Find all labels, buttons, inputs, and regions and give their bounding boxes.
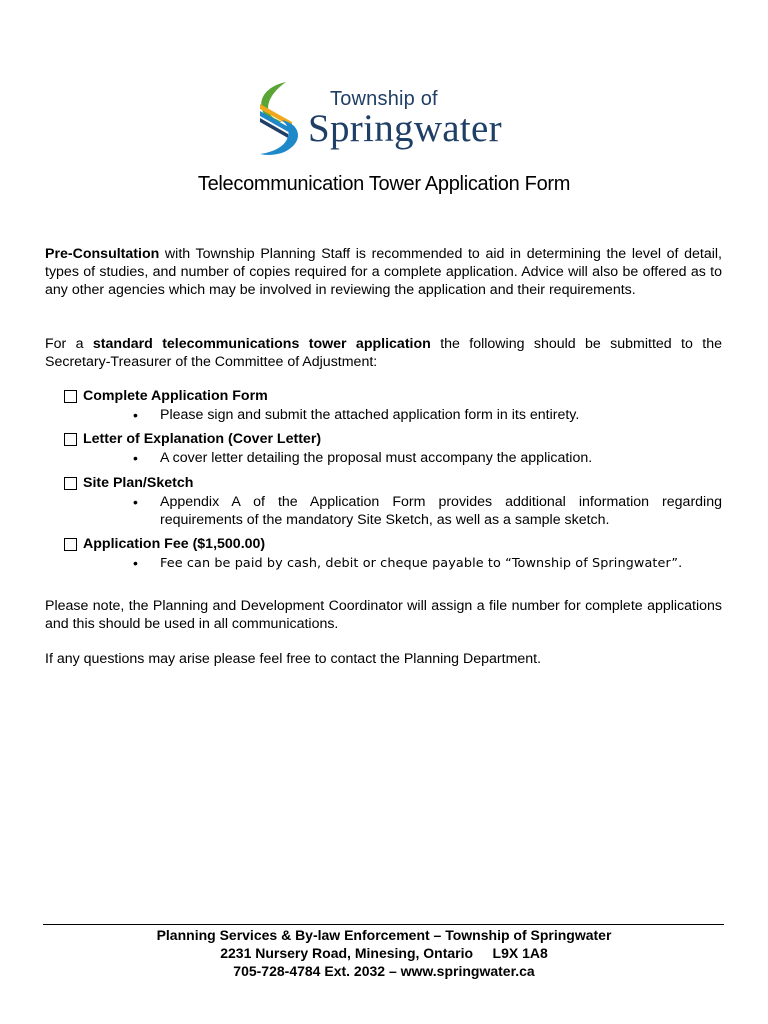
- checklist-item: [64, 474, 724, 529]
- checklist-item-bullet: Appendix A of the Application Form provides additional information regarding requirements of the mandatory Site Sketch, as well as a sample sketch.: [160, 494, 722, 528]
- springwater-s-icon: [252, 78, 312, 160]
- standard-application-paragraph: [45, 335, 722, 371]
- checklist-item-bullet: A cover letter detailing the proposal must accompany the application.: [160, 450, 593, 466]
- footer: [0, 926, 768, 980]
- township-logo: [252, 78, 522, 160]
- bullet-icon: •: [133, 407, 138, 423]
- logo-text-springwater: Springwater: [308, 107, 502, 150]
- checklist-item-label: Complete Application Form: [83, 388, 268, 404]
- standard-text: the following should be submitted to the Secretary-Treasurer of the Committee of Adjustment:: [45, 336, 722, 370]
- intro-paragraph: [45, 245, 722, 299]
- checklist-item: [64, 535, 724, 573]
- checklist-item-bullet: Please sign and submit the attached application form in its entirety.: [160, 407, 580, 423]
- bullet-icon: •: [133, 450, 138, 466]
- checklist-item-label: Application Fee ($1,500.00): [83, 536, 266, 552]
- checklist-item-label: Site Plan/Sketch: [83, 475, 194, 491]
- checklist-item-bullet: Fee can be paid by cash, debit or cheque payable to “Township of Springwater”.: [160, 556, 683, 571]
- standard-bold: standard telecommunications tower application: [92, 336, 431, 352]
- logo-text-township-of: Township of: [330, 88, 438, 110]
- checklist-item: [64, 387, 724, 424]
- intro-text: with Township Planning Staff is recommended to aid in determining the level of detail, types of studies, and number of copies required for a complete application. Advice will also be offered as to any other agencies which may be involved in reviewing the application and their requirements.: [45, 246, 722, 298]
- bullet-icon: •: [133, 494, 138, 510]
- footer-divider: [43, 924, 724, 925]
- intro-bold-lead: Pre-Consultation: [45, 246, 160, 262]
- footer-department: Planning Services & By-law Enforcement – Township of Springwater: [156, 927, 612, 943]
- contact-note: If any questions may arise please feel free to contact the Planning Department.: [45, 651, 542, 667]
- checkbox[interactable]: [64, 538, 77, 551]
- bullet-icon: •: [133, 555, 138, 571]
- checkbox[interactable]: [64, 477, 77, 490]
- checkbox[interactable]: [64, 390, 77, 403]
- checklist-item-label: Letter of Explanation (Cover Letter): [83, 431, 322, 447]
- checkbox[interactable]: [64, 433, 77, 446]
- file-number-note: Please note, the Planning and Development Coordinator will assign a file number for complete applications and this should be used in all communications.: [45, 598, 722, 632]
- footer-address: 2231 Nursery Road, Minesing, Ontario L9X 1A8: [220, 945, 548, 961]
- footer-contact: 705-728-4784 Ext. 2032 – www.springwater.ca: [233, 963, 535, 979]
- standard-lead: For a: [45, 336, 93, 352]
- checklist-item: [64, 430, 724, 467]
- page-title: Telecommunication Tower Application Form: [197, 173, 571, 195]
